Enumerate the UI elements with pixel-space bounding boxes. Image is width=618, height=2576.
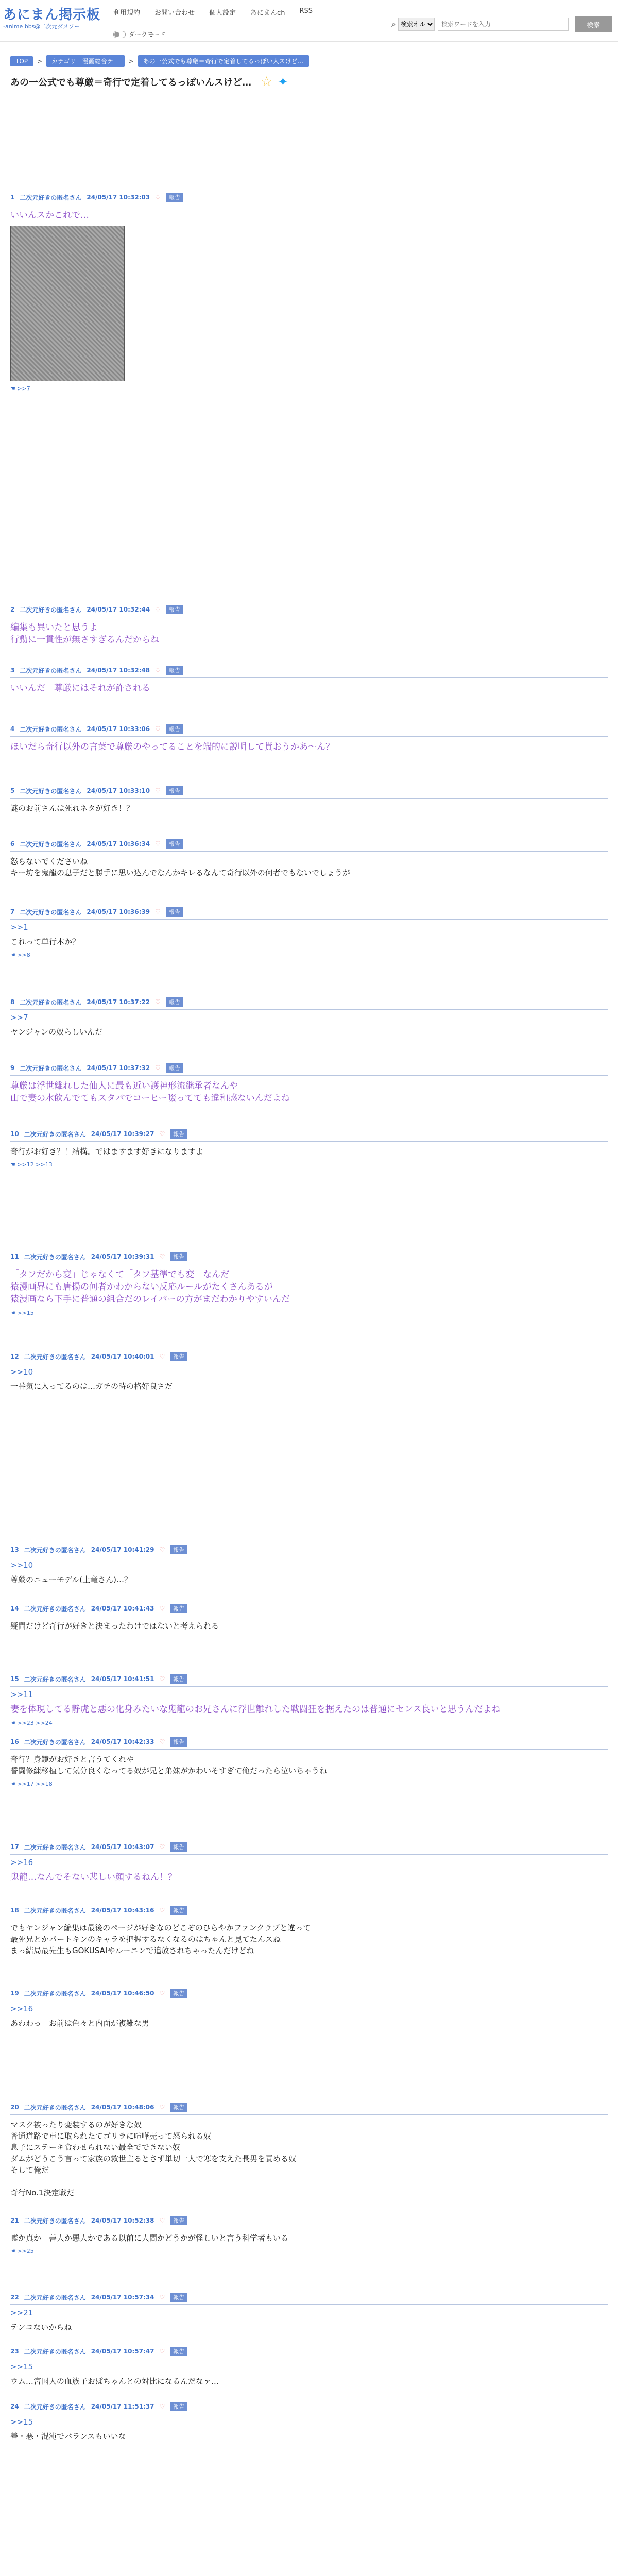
post-20: [10, 2103, 608, 2198]
post-body: [10, 1574, 608, 1585]
search-button[interactable]: 検索: [575, 16, 612, 32]
like-heart-icon[interactable]: ♡: [155, 908, 161, 916]
report-button[interactable]: 報告: [170, 1906, 187, 1915]
post-header: [10, 839, 608, 852]
nav-settings[interactable]: 個人設定: [209, 9, 236, 17]
reply-links[interactable]: ☚ >>12 >>13: [10, 1161, 53, 1168]
post-line: 行動に一貫性が無さすぎるんだからね: [10, 635, 159, 645]
like-heart-icon[interactable]: ♡: [159, 2294, 165, 2301]
like-heart-icon[interactable]: ♡: [159, 1130, 165, 1138]
post-body: [10, 856, 608, 878]
reply-anchor[interactable]: >>15: [10, 2362, 33, 2371]
post-author: 二次元好きの匿名さん: [24, 2403, 86, 2411]
post-23: [10, 2347, 608, 2387]
post-date: 24/05/17 10:39:27: [91, 1130, 154, 1138]
post-date: 24/05/17 10:32:03: [87, 194, 150, 201]
post-date: 24/05/17 10:33:10: [87, 787, 150, 794]
post-author: 二次元好きの匿名さん: [20, 840, 82, 848]
like-heart-icon[interactable]: ♡: [155, 606, 161, 613]
post-date: 24/05/17 10:41:43: [91, 1605, 154, 1612]
reply-anchor[interactable]: >>15: [10, 2417, 33, 2427]
nav-contact[interactable]: お問い合わせ: [154, 9, 195, 17]
post-number[interactable]: 21: [10, 2217, 19, 2224]
post-header: [10, 193, 608, 205]
report-button[interactable]: 報告: [170, 2216, 187, 2225]
search-icon: ⌕: [391, 19, 396, 29]
thread-title-row: [10, 74, 618, 90]
report-button[interactable]: 報告: [166, 839, 183, 849]
search-input[interactable]: [438, 18, 569, 31]
post-number[interactable]: 19: [10, 1990, 19, 1997]
post-header: [10, 1352, 608, 1364]
post-number[interactable]: 15: [10, 1675, 19, 1683]
report-button[interactable]: 報告: [170, 1604, 187, 1613]
post-17: [10, 1842, 608, 1884]
post-body: [10, 1026, 608, 1038]
reply-anchor[interactable]: >>10: [10, 1367, 33, 1377]
reply-anchor[interactable]: >>7: [10, 1013, 28, 1022]
post-4: [10, 724, 608, 753]
post-line: マスク被ったり変装するのが好きな奴: [10, 2120, 142, 2129]
post-number[interactable]: 13: [10, 1546, 19, 1553]
post-2: [10, 605, 608, 646]
post-author: 二次元好きの匿名さん: [24, 1253, 86, 1261]
like-heart-icon[interactable]: ♡: [159, 1353, 165, 1360]
nav-terms[interactable]: 利用規約: [113, 9, 141, 17]
post-date: 24/05/17 11:51:37: [91, 2403, 154, 2410]
post-number[interactable]: 23: [10, 2348, 19, 2355]
like-heart-icon[interactable]: ♡: [159, 2348, 165, 2355]
post-line: 猿漫画なら下手に普通の組合だのレイバーの方がまだわかりやすいんだ: [10, 1294, 290, 1304]
post-header: [10, 2103, 608, 2115]
post-header: [10, 2293, 608, 2305]
post-author: 二次元好きの匿名さん: [20, 606, 82, 614]
post-body: [10, 2431, 608, 2442]
post-author: 二次元好きの匿名さん: [24, 1990, 86, 1997]
post-number[interactable]: 9: [10, 1064, 15, 1072]
post-body: [10, 209, 608, 222]
post-5: [10, 786, 608, 814]
post-number[interactable]: 10: [10, 1130, 19, 1138]
nav-rss[interactable]: RSS: [299, 7, 313, 15]
post-header: [10, 1063, 608, 1076]
reply-links[interactable]: ☚ >>25: [10, 2248, 34, 2255]
like-heart-icon[interactable]: ♡: [159, 2403, 165, 2410]
post-line: これって単行本か？: [10, 937, 80, 946]
post-body: [10, 1381, 608, 1392]
twitter-share-icon[interactable]: ✦: [278, 75, 288, 89]
report-button[interactable]: 報告: [170, 2293, 187, 2302]
post-line: 「タフだから変」じゃなくて「タフ基準でも変」なんだ: [10, 1269, 229, 1280]
post-author: 二次元好きの匿名さん: [24, 1738, 86, 1746]
post-22: [10, 2293, 608, 2333]
like-heart-icon[interactable]: ♡: [155, 840, 161, 848]
report-button[interactable]: 報告: [166, 786, 183, 795]
post-number[interactable]: 18: [10, 1907, 19, 1914]
post-body: [10, 2376, 608, 2387]
post-author: 二次元好きの匿名さん: [20, 725, 82, 733]
report-button[interactable]: 報告: [166, 907, 183, 917]
post-body: [10, 1922, 608, 1956]
breadcrumb-thread[interactable]: あの一公式でも尊厳＝奇行で定着してるっぽい人スけど…: [138, 55, 309, 67]
post-header: [10, 1129, 608, 1142]
post-line: ウム…宮国人の血族子おぱちゃんとの対比になるんだなァ…: [10, 2377, 219, 2386]
report-button[interactable]: 報告: [170, 1252, 187, 1261]
post-number[interactable]: 24: [10, 2403, 19, 2410]
post-line: そして俺だ: [10, 2165, 49, 2175]
like-heart-icon[interactable]: ♡: [159, 1843, 165, 1851]
post-number[interactable]: 3: [10, 667, 15, 674]
post-date: 24/05/17 10:36:34: [87, 840, 150, 848]
post-line: [10, 2176, 608, 2187]
thread-title: あの一公式でも尊厳＝奇行で定着してるっぽいんスけど…: [10, 77, 251, 88]
post-10: [10, 1129, 608, 1168]
post-number[interactable]: 6: [10, 840, 15, 848]
post-body: [10, 1080, 608, 1105]
post-header: [10, 1674, 608, 1687]
post-body: [10, 621, 608, 646]
like-heart-icon[interactable]: ♡: [155, 725, 161, 733]
post-line: ほいだら奇行以外の言葉で尊厳のやってることを端的に説明して貰おうかあ〜ん？: [10, 742, 334, 752]
report-button[interactable]: 報告: [170, 1737, 187, 1747]
post-line: 奇行No.1決定戦だ: [10, 2188, 75, 2197]
like-heart-icon[interactable]: ♡: [159, 1675, 165, 1683]
post-body: [10, 2232, 608, 2244]
search-scope-select[interactable]: [398, 18, 435, 31]
post-number[interactable]: 20: [10, 2104, 19, 2111]
post-body: [10, 1146, 608, 1157]
post-date: 24/05/17 10:36:39: [87, 908, 150, 916]
post-header: [10, 2402, 608, 2414]
post-author: 二次元好きの匿名さん: [20, 787, 82, 795]
post-author: 二次元好きの匿名さん: [24, 1843, 86, 1851]
post-line: 誓闘修練移植して気分良くなってる奴が兄と弟妹がかわいそすぎて俺だったら泣いちゃうね: [10, 1766, 328, 1775]
post-header: [10, 2347, 608, 2359]
post-line: 最死兄とかパートキンのキャラを把握するなくなるのはちゃんと見てたんスね: [10, 1935, 281, 1944]
like-heart-icon[interactable]: ♡: [155, 787, 161, 794]
post-date: 24/05/17 10:48:06: [91, 2104, 154, 2111]
like-heart-icon[interactable]: ♡: [155, 1064, 161, 1072]
like-heart-icon[interactable]: ♡: [159, 1990, 165, 1997]
post-line: 怒らないでくださいね: [10, 857, 88, 866]
post-line: キー坊を鬼龍の息子だと勝手に思い込んでなんかキレるなんて奇行以外の何者でもないでしょうが: [10, 868, 350, 877]
report-button[interactable]: 報告: [166, 605, 183, 614]
breadcrumb-top[interactable]: TOP: [10, 56, 33, 66]
post-11: [10, 1252, 608, 1316]
like-heart-icon[interactable]: ♡: [159, 1253, 165, 1260]
post-8: [10, 997, 608, 1038]
reply-links[interactable]: ☚ >>7: [10, 385, 30, 392]
post-header: [10, 605, 608, 617]
post-author: 二次元好きの匿名さん: [24, 1353, 86, 1361]
post-header: [10, 2216, 608, 2228]
post-number[interactable]: 1: [10, 194, 15, 201]
post-line: 奇行？身鏡がお好きと言うてくれや: [10, 1755, 134, 1764]
post-6: [10, 839, 608, 878]
post-author: 二次元好きの匿名さん: [20, 908, 82, 916]
post-15: [10, 1674, 608, 1726]
like-heart-icon[interactable]: ♡: [155, 194, 161, 201]
post-body: [10, 741, 608, 753]
post-date: 24/05/17 10:37:22: [87, 998, 150, 1006]
report-button[interactable]: 報告: [166, 724, 183, 734]
logo-subtitle: -anime bbs@二次元ダメソー: [3, 23, 80, 30]
post-number[interactable]: 7: [10, 908, 15, 916]
post-date: 24/05/17 10:41:51: [91, 1675, 154, 1683]
post-body: [10, 1703, 608, 1716]
post-author: 二次元好きの匿名さん: [24, 2348, 86, 2355]
post-author: 二次元好きの匿名さん: [20, 667, 82, 674]
header: [0, 0, 618, 42]
reply-anchor[interactable]: >>1: [10, 923, 28, 932]
post-7: [10, 907, 608, 958]
report-button[interactable]: 報告: [170, 1989, 187, 1998]
nav-animanch[interactable]: あにまんch: [250, 9, 285, 17]
top-nav: [113, 7, 313, 17]
post-body: [10, 803, 608, 814]
post-line: 鬼龍…なんでそない悲しい顔するねん！？: [10, 1872, 177, 1883]
post-body: [10, 936, 608, 947]
post-header: [10, 724, 608, 737]
like-heart-icon[interactable]: ♡: [159, 1738, 165, 1745]
post-date: 24/05/17 10:42:33: [91, 1738, 154, 1745]
post-date: 24/05/17 10:32:44: [87, 606, 150, 613]
post-line: 謎のお前さんは死れネタが好き！？: [10, 804, 134, 813]
post-line: 編集も異いたと思うよ: [10, 622, 98, 633]
post-1: [10, 193, 608, 392]
post-line: まっ結局最先生もGOKUSAIやルーニンで追放されちゃったんだけどね: [10, 1946, 254, 1955]
post-line: 山で妻の水飲んでてもスタバでコーヒー啜ってても違和感ないんだよね: [10, 1093, 290, 1104]
logo-title: あにまん掲示板: [3, 7, 101, 23]
post-header: [10, 1906, 608, 1918]
post-header: [10, 1252, 608, 1264]
post-body: [10, 1268, 608, 1306]
report-button[interactable]: 報告: [170, 2402, 187, 2411]
post-12: [10, 1352, 608, 1392]
post-header: [10, 1737, 608, 1750]
post-body: [10, 682, 608, 694]
breadcrumb: TOP > カテゴリ「漫画総合テ」 > あの一公式でも尊厳＝奇行で定着してるっぽい人スけど…: [10, 55, 618, 67]
breadcrumb-category[interactable]: カテゴリ「漫画総合テ」: [46, 55, 125, 67]
post-number[interactable]: 8: [10, 998, 15, 1006]
post-body: [10, 1620, 608, 1632]
post-author: 二次元好きの匿名さん: [24, 1907, 86, 1914]
post-author: 二次元好きの匿名さん: [24, 1675, 86, 1683]
post-date: 24/05/17 10:57:47: [91, 2348, 154, 2355]
post-number[interactable]: 17: [10, 1843, 19, 1851]
post-date: 24/05/17 10:52:38: [91, 2217, 154, 2224]
report-button[interactable]: 報告: [170, 1674, 187, 1684]
reply-anchor[interactable]: >>10: [10, 1561, 33, 1570]
report-button[interactable]: 報告: [170, 1129, 187, 1139]
post-line: 疑問だけど奇行が好きと決まったわけではないと考えられる: [10, 1621, 219, 1631]
like-heart-icon[interactable]: ♡: [155, 667, 161, 674]
post-number[interactable]: 22: [10, 2294, 19, 2301]
post-author: 二次元好きの匿名さん: [24, 2217, 86, 2225]
like-heart-icon[interactable]: ♡: [159, 2104, 165, 2111]
post-3: [10, 666, 608, 694]
post-author: 二次元好きの匿名さん: [24, 1130, 86, 1138]
post-author: 二次元好きの匿名さん: [24, 2104, 86, 2111]
post-author: 二次元好きの匿名さん: [24, 2294, 86, 2301]
post-line: あわわっ お前は色々と内面が複雑な男: [10, 2019, 149, 2028]
post-author: 二次元好きの匿名さん: [20, 1064, 82, 1072]
post-line: いいんスかこれで…: [10, 210, 89, 221]
post-line: テンコないからね: [10, 2323, 72, 2332]
post-date: 24/05/17 10:40:01: [91, 1353, 154, 1360]
post-header: [10, 997, 608, 1010]
post-line: 一番気に入ってるのは…ガチの時の格好良さだ: [10, 1382, 173, 1391]
report-button[interactable]: 報告: [166, 666, 183, 675]
post-number[interactable]: 12: [10, 1353, 19, 1360]
like-heart-icon[interactable]: ♡: [159, 1546, 165, 1553]
report-button[interactable]: 報告: [170, 1352, 187, 1361]
post-date: 24/05/17 10:43:16: [91, 1907, 154, 1914]
post-16: [10, 1737, 608, 1787]
post-author: 二次元好きの匿名さん: [24, 1605, 86, 1613]
reply-links[interactable]: ☚ >>23 >>24: [10, 1720, 53, 1726]
post-body: [10, 1871, 608, 1884]
post-header: [10, 666, 608, 678]
reply-links[interactable]: ☚ >>8: [10, 952, 30, 958]
post-line: 善・悪・混沌でバランスもいいな: [10, 2432, 126, 2441]
favorite-star-icon[interactable]: ☆: [261, 74, 273, 90]
post-line: 奇行がお好き？！結構。ではますます好きになりますよ: [10, 1147, 204, 1156]
post-13: [10, 1545, 608, 1585]
post-author: 二次元好きの匿名さん: [24, 1546, 86, 1554]
post-line: 息子にステーキ食わせられない最全でできない奴: [10, 2143, 180, 2152]
post-number[interactable]: 2: [10, 606, 15, 613]
report-button[interactable]: 報告: [170, 2347, 187, 2356]
report-button[interactable]: 報告: [166, 997, 183, 1007]
post-number[interactable]: 11: [10, 1253, 19, 1260]
reply-anchor[interactable]: >>11: [10, 1690, 33, 1699]
post-line: 嘘か真か 善人か悪人かである以前に人間かどうかが怪しいと言う科学者もいる: [10, 2233, 289, 2243]
post-author: 二次元好きの匿名さん: [20, 998, 82, 1006]
post-header: [10, 786, 608, 799]
post-date: 24/05/17 10:32:48: [87, 667, 150, 674]
post-image[interactable]: [10, 226, 125, 381]
reply-links[interactable]: ☚ >>17 >>18: [10, 1781, 53, 1787]
post-line: ダムがどうこう言って家族の救世主るとさず単切一人で寒を支えた長男を責める奴: [10, 2154, 297, 2163]
post-date: 24/05/17 10:33:06: [87, 725, 150, 733]
post-line: 尊厳は浮世離れした仙人に最も近い護神形流継承者なんや: [10, 1081, 238, 1091]
post-line: いいんだ 尊厳にはそれが許される: [10, 683, 150, 693]
post-line: でもヤンジャン編集は最後のページが好きなのどこぞのひらやかファンクラブと違って: [10, 1923, 311, 1933]
post-body: [10, 2119, 608, 2198]
report-button[interactable]: 報告: [166, 193, 183, 202]
post-header: [10, 1842, 608, 1855]
search-bar: [391, 16, 612, 32]
dark-mode-toggle[interactable]: [113, 30, 166, 39]
post-header: [10, 1545, 608, 1557]
post-body: [10, 1754, 608, 1776]
post-line: ヤンジャンの奴らしいんだ: [10, 1027, 103, 1037]
post-date: 24/05/17 10:39:31: [91, 1253, 154, 1260]
post-line: 尊厳のニューモデル(土竜さん)…？: [10, 1575, 132, 1584]
post-body: [10, 2018, 608, 2029]
post-header: [10, 907, 608, 920]
post-date: 24/05/17 10:46:50: [91, 1990, 154, 1997]
post-author: 二次元好きの匿名さん: [20, 194, 82, 201]
post-number[interactable]: 16: [10, 1738, 19, 1745]
post-body: [10, 2321, 608, 2333]
reply-links[interactable]: ☚ >>15: [10, 1310, 34, 1316]
post-date: 24/05/17 10:57:34: [91, 2294, 154, 2301]
post-18: [10, 1906, 608, 1956]
post-line: 妻を体現してる静虎と悪の化身みたいな鬼龍のお兄さんに浮世離れした戦闘狂を据えたのは普通にセンス良いと思うんだよね: [10, 1704, 501, 1715]
like-heart-icon[interactable]: ♡: [159, 2217, 165, 2224]
post-number[interactable]: 4: [10, 725, 15, 733]
toggle-switch[interactable]: [113, 31, 126, 38]
post-number[interactable]: 14: [10, 1605, 19, 1612]
post-line: 猿漫画界にも唐揚の何者かわからない反応ルールがたくさんあるが: [10, 1282, 273, 1292]
post-date: 24/05/17 10:43:07: [91, 1843, 154, 1851]
post-number[interactable]: 5: [10, 787, 15, 794]
post-24: [10, 2402, 608, 2442]
post-14: [10, 1604, 608, 1632]
post-9: [10, 1063, 608, 1105]
reply-anchor[interactable]: >>16: [10, 2004, 33, 2013]
dark-mode-label: ダークモード: [129, 31, 166, 38]
post-19: [10, 1989, 608, 2029]
like-heart-icon[interactable]: ♡: [155, 998, 161, 1006]
post-21: [10, 2216, 608, 2255]
like-heart-icon[interactable]: ♡: [159, 1907, 165, 1914]
like-heart-icon[interactable]: ♡: [159, 1605, 165, 1612]
reply-anchor[interactable]: >>21: [10, 2308, 33, 2317]
report-button[interactable]: 報告: [170, 2103, 187, 2112]
post-header: [10, 1604, 608, 1616]
post-date: 24/05/17 10:41:29: [91, 1546, 154, 1553]
post-header: [10, 1989, 608, 2001]
report-button[interactable]: 報告: [166, 1063, 183, 1073]
report-button[interactable]: 報告: [170, 1842, 187, 1852]
post-date: 24/05/17 10:37:32: [87, 1064, 150, 1072]
site-logo[interactable]: [3, 4, 100, 30]
post-line: 普通道路で車に取られたてゴリラに喧嘩売って怒られる奴: [10, 2131, 212, 2141]
reply-anchor[interactable]: >>16: [10, 1858, 33, 1867]
report-button[interactable]: 報告: [170, 1545, 187, 1554]
